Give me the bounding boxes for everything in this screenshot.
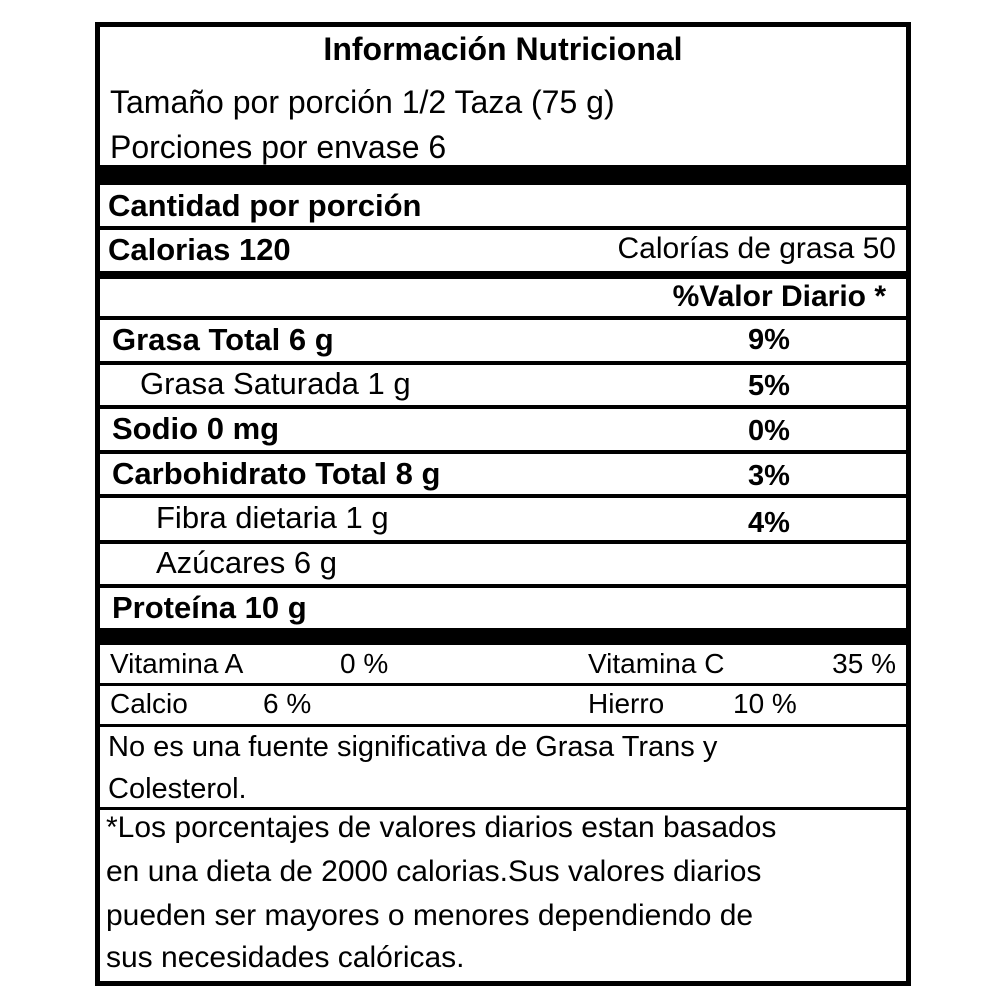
vitamin-a-value: 0 %	[340, 648, 389, 679]
nutrient-saturated-fat-dv: 5%	[748, 370, 790, 402]
nutrient-fiber-dv: 4%	[748, 507, 790, 539]
divider	[100, 316, 906, 320]
iron-value: 10 %	[733, 688, 797, 719]
divider	[100, 584, 906, 588]
thick-divider	[100, 165, 906, 185]
divider	[100, 361, 906, 365]
nutrient-total-fat-dv: 9%	[748, 324, 790, 356]
nutrient-total-carbs: Carbohidrato Total 8 g	[112, 456, 441, 491]
footnote-line-4: sus necesidades calóricas.	[106, 941, 465, 974]
divider	[100, 807, 906, 810]
nutrient-total-fat: Grasa Total 6 g	[112, 322, 334, 357]
divider	[100, 724, 906, 727]
trans-fat-note-line-2: Colesterol.	[108, 773, 247, 805]
vitamin-c-label: Vitamina C	[588, 648, 725, 679]
calcium-label: Calcio	[110, 688, 188, 719]
amount-per-serving: Cantidad por porción	[108, 188, 422, 223]
medium-divider	[100, 271, 906, 279]
divider	[100, 405, 906, 409]
nutrient-total-carbs-dv: 3%	[748, 460, 790, 492]
nutrition-facts-label	[95, 22, 911, 986]
vitamin-a-label: Vitamina A	[110, 648, 244, 679]
footnote-line-3: pueden ser mayores o menores dependiendo de	[106, 899, 754, 932]
divider	[100, 683, 906, 686]
nutrient-sodium-dv: 0%	[748, 415, 790, 447]
calcium-value: 6 %	[263, 688, 312, 719]
calories-from-fat: Calorías de grasa 50	[617, 232, 896, 265]
label-title: Información Nutricional	[323, 31, 683, 67]
daily-value-header: %Valor Diario *	[672, 280, 886, 313]
divider	[100, 494, 906, 498]
nutrient-saturated-fat: Grasa Saturada 1 g	[140, 366, 411, 401]
nutrient-sugars: Azúcares 6 g	[156, 545, 337, 580]
vitamin-c-value: 35 %	[832, 648, 896, 679]
trans-fat-note-line-1: No es una fuente significativa de Grasa Trans y	[108, 731, 718, 763]
calories: Calorias 120	[108, 232, 291, 267]
iron-label: Hierro	[588, 688, 665, 719]
thick-divider	[100, 628, 906, 645]
serving-size: Tamaño por porción 1/2 Taza (75 g)	[110, 84, 615, 120]
servings-per-container: Porciones por envase 6	[110, 129, 447, 165]
divider	[100, 450, 906, 454]
nutrient-sodium: Sodio 0 mg	[112, 411, 280, 446]
nutrient-protein: Proteína 10 g	[112, 590, 307, 625]
footnote-line-1: *Los porcentajes de valores diarios estan basados	[106, 811, 777, 844]
divider	[100, 540, 906, 544]
divider	[100, 226, 906, 230]
nutrient-fiber: Fibra dietaria 1 g	[156, 500, 389, 535]
footnote-line-2: en una dieta de 2000 calorias.Sus valores diarios	[106, 855, 762, 888]
